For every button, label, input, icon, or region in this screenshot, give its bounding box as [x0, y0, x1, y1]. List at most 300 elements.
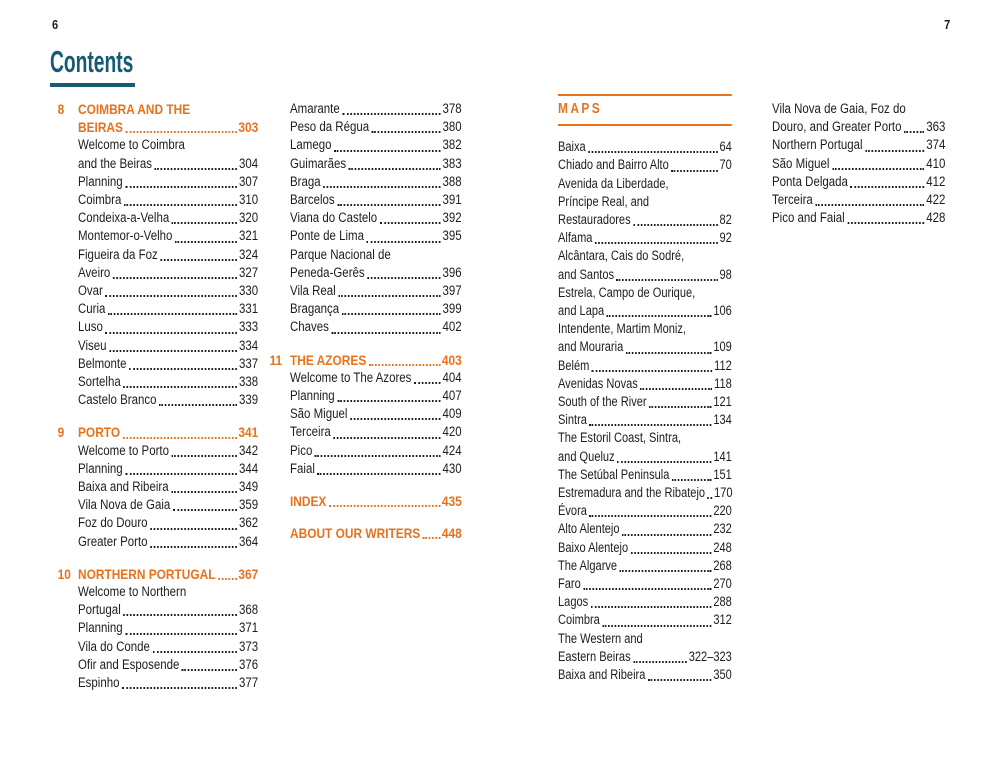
toc-entry-page: 368: [239, 602, 259, 618]
toc-entry-page: 367: [238, 565, 259, 582]
toc-entry-text: BEIRAS: [78, 119, 123, 136]
toc-entry-row: [78, 118, 258, 136]
toc-entry-text: Faial: [290, 460, 315, 476]
toc-entry-text: Vila do Conde: [78, 638, 150, 654]
dot-leader: [113, 277, 237, 279]
toc-entry-page: 303: [238, 119, 259, 136]
toc-entry: [78, 460, 258, 478]
toc-entry-page: 322–323: [688, 648, 732, 664]
toc-entry-page: 383: [442, 155, 462, 171]
toc-entry-text: Curia: [78, 301, 106, 317]
toc-entry-text: São Miguel: [772, 155, 830, 171]
toc-entry-page: 232: [713, 521, 732, 537]
toc-entry-row: [772, 155, 945, 173]
toc-entry: [78, 282, 258, 300]
toc-entry-text: Sortelha: [78, 374, 121, 390]
toc-entry-row: [290, 318, 462, 336]
toc-entry-row: [558, 338, 732, 356]
dot-leader: [626, 352, 712, 354]
toc-entry-row: [558, 666, 732, 684]
toc-entry: [558, 502, 732, 520]
toc-entry-row: [558, 593, 732, 611]
left-page-number: 6: [52, 17, 59, 32]
toc-chapter: [57, 423, 259, 441]
toc-entry-text: Planning: [78, 173, 123, 189]
toc-entry-row: [78, 460, 258, 478]
toc-entry-text: Coimbra: [558, 612, 600, 628]
toc-entry-row: [558, 611, 732, 629]
dot-leader: [708, 497, 713, 499]
toc-entry-line: [558, 429, 732, 447]
toc-entry-row: [772, 118, 945, 136]
toc-entry: [78, 136, 258, 172]
maps-heading-label: MAPS: [558, 101, 603, 117]
toc-entry: [558, 156, 732, 174]
toc-entry-text: Planning: [78, 460, 123, 476]
toc-entry: [290, 118, 462, 136]
toc-entry: [78, 496, 258, 514]
toc-entry: [78, 514, 258, 532]
toc-entry-row: [78, 514, 258, 532]
dot-leader: [123, 437, 237, 439]
dot-leader: [126, 131, 237, 133]
dot-leader: [904, 131, 925, 133]
dot-leader: [633, 661, 687, 663]
toc-entry: [78, 638, 258, 656]
toc-entry-row: [78, 674, 258, 692]
dot-leader: [152, 651, 237, 653]
dot-leader: [155, 168, 238, 170]
toc-entry: [772, 209, 945, 227]
toc-entry-text: Belmonte: [78, 355, 127, 371]
toc-entry-text: Intendente, Martim Moniz,: [558, 321, 686, 337]
dot-leader: [622, 534, 712, 536]
toc-entry-row: [558, 211, 732, 229]
toc-entry: [290, 423, 462, 441]
dot-leader: [671, 170, 718, 172]
dot-leader: [109, 350, 237, 352]
toc-entry-row: [78, 300, 258, 318]
toc-entry: [558, 138, 732, 156]
toc-entry-page: 364: [239, 533, 259, 549]
toc-entry: [558, 666, 732, 684]
toc-entry-text: Coimbra: [78, 192, 122, 208]
toc-entry: [290, 405, 462, 423]
dot-leader: [591, 606, 712, 608]
toc-entry-row: [558, 302, 732, 320]
toc-entry-page: 248: [713, 539, 732, 555]
toc-entry-page: 92: [719, 230, 732, 246]
toc-entry-row: [78, 619, 258, 637]
toc-entry-text: Espinho: [78, 675, 120, 691]
toc-entry-row: [290, 118, 462, 136]
toc-entry-text: Welcome to Porto: [78, 442, 169, 458]
toc-entry-line: [558, 193, 732, 211]
toc-entry-page: 330: [239, 283, 259, 299]
toc-entry-page: 362: [239, 515, 259, 531]
toc-entry-text: Faro: [558, 576, 581, 592]
toc-entry-row: [290, 264, 462, 282]
toc-entry: [78, 264, 258, 282]
toc-chapter: [290, 524, 462, 542]
toc-entry-page: 82: [719, 212, 732, 228]
toc-entry-text: Belém: [558, 357, 590, 373]
toc-entry-text: Viana do Castelo: [290, 210, 378, 226]
toc-chapter: [57, 100, 259, 136]
dot-leader: [323, 186, 441, 188]
dot-leader: [105, 295, 237, 297]
dot-leader: [329, 505, 440, 507]
toc-entry-text: Luso: [78, 319, 103, 335]
dot-leader: [672, 479, 712, 481]
toc-entry-page: 338: [239, 374, 259, 390]
toc-entry-row: [772, 136, 945, 154]
toc-entry-page: 396: [442, 264, 462, 280]
toc-entry-page: 428: [926, 210, 946, 226]
toc-entry: [772, 136, 945, 154]
toc-entry-row: [558, 648, 732, 666]
toc-entry-text: PORTO: [78, 424, 121, 441]
dot-leader: [832, 168, 925, 170]
toc-entry-row: [78, 478, 258, 496]
toc-entry: [290, 387, 462, 405]
dot-leader: [850, 186, 924, 188]
toc-entry-row: [290, 405, 462, 423]
dot-leader: [589, 515, 711, 517]
toc-entry: [78, 619, 258, 637]
dot-leader: [640, 388, 712, 390]
toc-entry-line: [78, 583, 258, 601]
toc-entry-row: [78, 264, 258, 282]
dot-leader: [160, 259, 237, 261]
toc-entry: [78, 191, 258, 209]
toc-entry-page: 378: [442, 101, 462, 116]
toc-entry-line: [78, 136, 258, 154]
toc-entry-page: 392: [442, 210, 462, 226]
toc-entry-row: [290, 442, 462, 460]
toc-entry-text: and Queluz: [558, 448, 615, 464]
toc-entry-row: [558, 539, 732, 557]
toc-entry: [78, 173, 258, 191]
toc-entry-row: [558, 484, 732, 502]
toc-entry-row: [78, 533, 258, 551]
chapter-number: 8: [57, 101, 65, 117]
toc-entry: [78, 373, 258, 391]
toc-entry-text: COIMBRA AND THE: [78, 101, 191, 117]
toc-entry-row: [290, 387, 462, 405]
toc-entry-page: 403: [441, 351, 462, 368]
toc-entry-text: Príncipe Real, and: [558, 193, 650, 209]
toc-entry-row: [290, 524, 462, 542]
toc-entry-row: [290, 423, 462, 441]
toc-entry-line: [558, 284, 732, 302]
toc-entry-page: 141: [713, 448, 732, 464]
toc-entry-page: 388: [442, 173, 462, 189]
toc-entry-text: Vila Nova de Gaia: [78, 497, 171, 513]
dot-leader: [173, 509, 238, 511]
dot-leader: [150, 546, 237, 548]
toc-entry-page: 391: [442, 192, 462, 208]
toc-entry-text: The Setúbal Peninsula: [558, 466, 670, 482]
toc-entry-text: Parque Nacional de: [290, 246, 391, 262]
dot-leader: [602, 625, 711, 627]
dot-leader: [649, 406, 712, 408]
toc-entry-row: [290, 369, 462, 387]
toc-entry-text: Lamego: [290, 137, 332, 153]
toc-entry-page: 288: [713, 594, 732, 610]
dot-leader: [847, 222, 924, 224]
toc-entry-row: [290, 282, 462, 300]
toc-entry-text: Chiado and Bairro Alto: [558, 157, 669, 173]
toc-entry-row: [558, 138, 732, 156]
dot-leader: [317, 473, 440, 475]
dot-leader: [350, 418, 441, 420]
toc-entry-page: 371: [239, 620, 259, 636]
toc-entry-page: 395: [442, 228, 462, 244]
toc-entry-row: [558, 411, 732, 429]
toc-entry-text: Ovar: [78, 283, 103, 299]
toc-entry-text: Douro, and Greater Porto: [772, 119, 902, 135]
dot-leader: [380, 222, 441, 224]
toc-entry-page: 118: [714, 375, 732, 391]
toc-entry: [558, 484, 732, 502]
toc-entry-row: [78, 355, 258, 373]
dot-leader: [342, 113, 441, 115]
toc-entry-line: [558, 630, 732, 648]
dot-leader: [218, 578, 237, 580]
toc-entry-page: 422: [926, 192, 946, 208]
dot-leader: [367, 241, 441, 243]
toc-entry: [78, 442, 258, 460]
toc-entry-row: [558, 448, 732, 466]
toc-column-1: [57, 100, 259, 692]
toc-entry: [290, 246, 462, 282]
toc-entry-text: Sintra: [558, 412, 587, 428]
toc-entry-text: Welcome to The Azores: [290, 369, 412, 385]
toc-entry-text: Ofir and Esposende: [78, 656, 180, 672]
toc-entry-text: Peso da Régua: [290, 119, 370, 135]
toc-entry-line: [78, 100, 258, 118]
toc-entry-text: Greater Porto: [78, 533, 148, 549]
toc-entry-page: 312: [713, 612, 732, 628]
toc-entry: [78, 583, 258, 619]
toc-entry: [78, 391, 258, 409]
dot-leader: [620, 570, 712, 572]
toc-entry-row: [78, 191, 258, 209]
toc-entry-text: Alto Alentejo: [558, 521, 620, 537]
toc-entry: [290, 209, 462, 227]
toc-entry-page: 374: [926, 137, 946, 153]
dot-leader: [125, 633, 237, 635]
toc-entry-text: and Santos: [558, 266, 615, 282]
toc-entry-line: [558, 320, 732, 338]
toc-entry-text: Aveiro: [78, 264, 111, 280]
toc-column-maps-right: [772, 100, 945, 227]
toc-entry-page: 310: [239, 192, 259, 208]
toc-entry-page: 410: [926, 155, 946, 171]
toc-entry: [78, 674, 258, 692]
toc-entry-page: 112: [714, 357, 732, 373]
dot-leader: [369, 364, 440, 366]
toc-entry-page: 327: [239, 264, 259, 280]
toc-entry: [558, 466, 732, 484]
dot-leader: [334, 150, 441, 152]
toc-entry-page: 307: [239, 173, 259, 189]
dot-leader: [414, 382, 441, 384]
toc-entry-line: [290, 246, 462, 264]
toc-entry-text: NORTHERN PORTUGAL: [78, 565, 216, 582]
toc-entry-text: Barcelos: [290, 192, 335, 208]
toc-entry-text: Estrela, Campo de Ourique,: [558, 284, 696, 300]
toc-entry-page: 373: [239, 638, 259, 654]
toc-entry: [772, 191, 945, 209]
toc-entry: [558, 575, 732, 593]
dot-leader: [595, 242, 718, 244]
toc-entry-page: 424: [442, 442, 462, 458]
toc-entry: [558, 320, 732, 356]
toc-entry-text: and the Beiras: [78, 155, 153, 171]
toc-entry-text: São Miguel: [290, 406, 348, 422]
toc-entry-page: 324: [239, 246, 259, 262]
toc-entry-text: Peneda-Gerês: [290, 264, 365, 280]
toc-entry-text: Planning: [290, 388, 335, 404]
toc-entry-page: 64: [719, 139, 732, 155]
toc-entry-page: 448: [441, 525, 462, 542]
toc-entry-line: [772, 100, 945, 118]
dot-leader: [349, 168, 441, 170]
toc-entry-text: Viseu: [78, 337, 107, 353]
toc-entry-page: 151: [713, 466, 732, 482]
toc-entry-page: 349: [239, 479, 259, 495]
toc-entry-row: [290, 351, 462, 369]
dot-leader: [182, 669, 237, 671]
toc-entry-text: Ponta Delgada: [772, 173, 848, 189]
toc-entry-text: Condeixa-a-Velha: [78, 210, 170, 226]
toc-entry: [772, 173, 945, 191]
toc-entry: [290, 460, 462, 478]
toc-entry: [78, 478, 258, 496]
dot-leader: [338, 295, 441, 297]
toc-entry-text: Évora: [558, 503, 587, 519]
toc-entry-text: Baixa and Ribeira: [558, 667, 646, 683]
toc-entry: [290, 100, 462, 118]
toc-entry-text: Lagos: [558, 594, 589, 610]
toc-entry-page: 320: [239, 210, 259, 226]
dot-leader: [423, 537, 440, 539]
toc-entry-page: 170: [714, 485, 733, 501]
toc-entry-text: Vila Nova de Gaia, Foz do: [772, 101, 906, 116]
dot-leader: [172, 222, 238, 224]
toc-entry: [290, 191, 462, 209]
toc-entry-text: Avenidas Novas: [558, 375, 638, 391]
dot-leader: [123, 614, 237, 616]
dot-leader: [125, 186, 237, 188]
toc-entry-text: THE AZORES: [290, 351, 367, 368]
toc-entry: [290, 318, 462, 336]
toc-entry-text: Bragança: [290, 301, 340, 317]
toc-entry-row: [78, 601, 258, 619]
toc-entry: [558, 284, 732, 320]
toc-entry-page: 409: [442, 406, 462, 422]
toc-entry-row: [78, 423, 258, 441]
dot-leader: [331, 332, 440, 334]
toc-entry-page: 402: [442, 319, 462, 335]
toc-entry-row: [78, 442, 258, 460]
toc-entry-page: 430: [442, 460, 462, 476]
dot-leader: [617, 461, 712, 463]
dot-leader: [159, 404, 237, 406]
dot-leader: [633, 224, 718, 226]
toc-entry-text: INDEX: [290, 493, 327, 510]
toc-entry: [558, 411, 732, 429]
toc-entry: [558, 357, 732, 375]
toc-entry-page: 270: [713, 576, 732, 592]
dot-leader: [125, 473, 237, 475]
toc-entry-page: 333: [239, 319, 259, 335]
dot-leader: [105, 332, 237, 334]
dot-leader: [372, 131, 441, 133]
toc-entry-line: [558, 247, 732, 265]
toc-entry: [558, 375, 732, 393]
toc-entry-text: Terceira: [772, 192, 813, 208]
toc-entry: [290, 442, 462, 460]
toc-entry: [290, 227, 462, 245]
toc-entry-page: 121: [713, 394, 732, 410]
toc-entry: [558, 539, 732, 557]
toc-entry-text: Welcome to Northern: [78, 584, 187, 600]
toc-entry-page: 334: [239, 337, 259, 353]
toc-entry-row: [78, 373, 258, 391]
toc-entry: [558, 247, 732, 283]
toc-entry-row: [78, 282, 258, 300]
toc-entry-page: 106: [713, 303, 732, 319]
dot-leader: [616, 279, 717, 281]
toc-entry-row: [290, 492, 462, 510]
toc-entry: [558, 611, 732, 629]
toc-entry: [558, 175, 732, 230]
chapter-number: 10: [57, 565, 71, 582]
toc-entry-page: 109: [713, 339, 732, 355]
toc-entry-text: The Algarve: [558, 557, 618, 573]
dot-leader: [583, 588, 711, 590]
toc-entry-text: Restauradores: [558, 212, 631, 228]
toc-entry-text: Figueira da Foz: [78, 246, 158, 262]
toc-entry: [290, 136, 462, 154]
toc-entry: [558, 557, 732, 575]
toc-entry-text: Eastern Beiras: [558, 648, 631, 664]
toc-entry: [290, 300, 462, 318]
toc-entry-page: 382: [442, 137, 462, 153]
dot-leader: [122, 687, 237, 689]
toc-entry-page: 304: [239, 155, 259, 171]
toc-entry-row: [558, 229, 732, 247]
toc-column-2: [269, 100, 462, 542]
toc-entry: [78, 533, 258, 551]
toc-entry-page: 380: [442, 119, 462, 135]
toc-entry-page: 376: [239, 656, 259, 672]
toc-entry: [78, 246, 258, 264]
toc-entry-text: Alfama: [558, 230, 593, 246]
dot-leader: [150, 528, 237, 530]
toc-entry-page: 341: [238, 424, 259, 441]
toc-entry-row: [558, 375, 732, 393]
toc-entry-row: [290, 300, 462, 318]
toc-entry: [290, 173, 462, 191]
toc-entry-line: [558, 175, 732, 193]
toc-entry-row: [558, 502, 732, 520]
toc-chapter: [269, 351, 462, 369]
toc-entry-row: [558, 520, 732, 538]
